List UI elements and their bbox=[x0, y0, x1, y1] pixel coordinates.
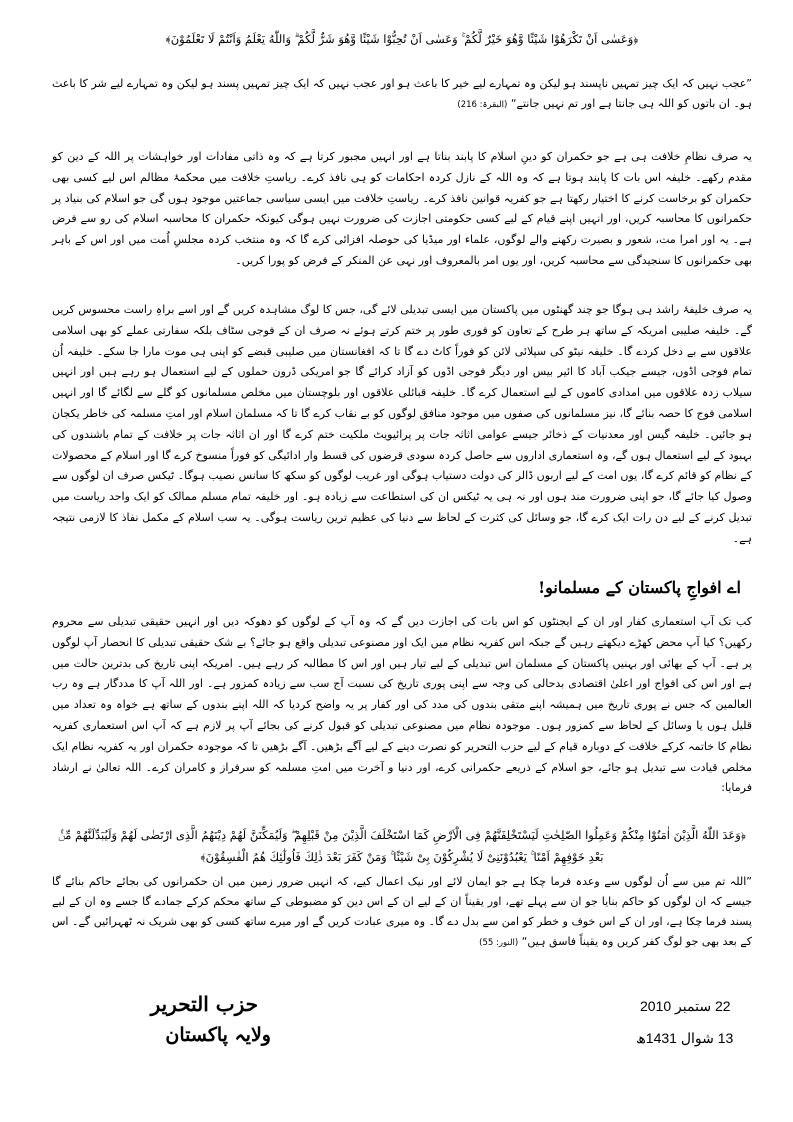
date-gregorian: 22 ستمبر 2010 bbox=[640, 998, 731, 1014]
wilayah-name: ولایہ پاکستان bbox=[165, 1024, 271, 1046]
quran-verse-bottom-text: ﴿وَعَدَ اللّٰهُ الَّذِيْنَ اٰمَنُوْا مِنْكُمْ وَعَمِلُوا الصّٰلِحٰتِ لَيَسْتَخْلِفَنَّهُمْ فِى الْاَرْضِ كَمَا اسْتَخْلَفَ الَّذِيْنَ مِنْ قَبْلِهِمْ ۖ وَلَيُمَكِّنَنَّ لَهُمْ دِيْنَهُمُ الَّذِى ارْتَضٰى لَهُمْ وَلَيُبَدِّلَنَّهُمْ مِّنْۢ بَعْدِ خَوْفِهِمْ اَمْنًا ۚ يَعْبُدُوْنَنِىْ لَا يُشْرِكُوْنَ بِىْ شَيْئًا ۚ وَمَنْ كَفَرَ بَعْدَ ذٰلِكَ فَاُولٰٓئِكَ هُمُ الْفٰسِقُوْنَ﴾ bbox=[58, 828, 746, 864]
quran-verse-top bbox=[52, 28, 752, 72]
verse-reference-bottom: (النور: 55) bbox=[479, 938, 519, 948]
verse-translation-top bbox=[52, 74, 752, 134]
paragraph-appeal-armed-forces: کب تک آپ استعماری کفار اور ان کے ایجنٹوں کو اس بات کی اجازت دیں گے کہ وہ آپ کے لوگوں کو دھوکہ دیں اور انہیں حقیقی تبدیلی سے محروم رکھیں؟ کیا آپ محض کھڑے دیکھتے رہیں گے جبکہ اس کفریہ نظام میں ایک اور مصنوعی تبدیلی واقع ہو جائے؟ بے شک حقیقی تبدیلی کا انحصار آپ لوگوں پر ہے۔ آپ کے بھائی اور بہنیں پاکستان کے مسلمان اس تبدیلی کے لیے تیار ہیں اور اس کا مطالبہ کر رہے ہیں۔ امریکہ اپنی تاریخ کی بدترین حالت میں ہے اور اس کی افواج اور اعلیٰ اقتصادی بدحالی کی وجہ سے اپنی پوری تاریخ کی نسبت آج سب سے زیادہ کمزور ہے۔ اور اللہ آپ کا مددگار ہے وہ رب العالمین کہ جس نے پوری تاریخ میں ہمیشہ اپنے متقی بندوں کی مدد کی اور کفار پر یہ واضح کردیا کہ اللہ اپنے بندوں کے ساتھ ہے خواہ وہ تعداد میں قلیل ہوں یا وسائل کے لحاظ سے کمزور ہوں۔ موجودہ نظام میں مصنوعی تبدیلی کو قبول کرنے کی بجائے آپ پر لازم ہے کہ آپ اس استعماری کفریہ نظام کا خاتمہ کرکے خلافت کے دوبارہ قیام کے لیے حزب التحریر کو نصرت دینے کے لیے آگے بڑھیں۔ آگے بڑھیں تا کہ موجودہ حکمران اور یہ کفریہ نظام ایک مخلص قیادت سے تبدیل ہو جائے، جو اسلام کے ذریعے حکمرانی کرے، اور دنیا و آخرت میں امتِ مسلمہ کو سرفراز و کامران کرے۔ اللہ تعالیٰ نے ارشاد فرمایا: bbox=[52, 615, 752, 795]
verse-translation-top-text: ”عجب نہیں کہ ایک چیز تمہیں ناپسند ہو لیکن وہ تمہارے لیے خیر کا باعث ہو اور عجب نہیں کہ ایک چیز تمہیں پسند ہو لیکن وہ تمہارے لیے شر کا باعث ہو۔ ان باتوں کو اللہ ہی جانتا ہے اور تم نہیں جانتے“ bbox=[52, 77, 752, 110]
party-name: حزب التحرير bbox=[150, 992, 258, 1016]
paragraph-khalifa-change: یہ صرف خلیفۂ راشد ہی ہوگا جو چند گھنٹوں میں پاکستان میں ایسی تبدیلی لائے گی، جس کا لوگ مشاہدہ کریں گے اور اسے براہِ راست محسوس کریں گے۔ خلیفہ صلیبی امریکہ کے ساتھ ہر طرح کے تعاون کو فوری طور پر ختم کرتے ہوئے نہ صرف ان کے فوجی سٹاف بلکہ سفارتی عملے کو بھی اسلامی علاقوں سے بے دخل کردے گا۔ خلیفہ نیٹو کی سپلائی لائن کو فوراً کاٹ دے گا تا کہ افغانستان میں صلیبی قبضے کو اپنی ہی موت مارا جا سکے۔ خلیفہ اُن تمام فوجی اڈوں، جیسے جیکب آباد کا ائیر بیس اور دیگر فوجی اڈوں کو آزاد کرائے گا جو امریکی ڈرون حملوں کے لیے استعمال ہو رہے ہیں اور انہیں سیلاب زدہ علاقوں میں امدادی کاموں کے لیے استعمال کرے گا۔ خلیفہ قبائلی علاقوں اور بلوچستان میں مخلص مسلمانوں کو گلے سے لگائے گا اور انہیں اسلامی فوج کا حصہ بنائے گا، نیز مسلمانوں کی صفوں میں موجود منافق لوگوں کو بے نقاب کرے گا تا کہ مسلمان اسلام اور امتِ مسلمہ کی خاطر یکجان ہو جائیں۔ خلیفہ گیس اور معدنیات کے ذخائر جیسے عوامی اثاثہ جات پر پرائیویٹ ملکیت ختم کرے گا اور ان اثاثہ جات پر خلافت کے تمام باشندوں کی بہبود کے لیے استعمال ہوں گے، وہ استعماری اداروں سے حاصل کردہ سودی قرضوں کی قسط وار ادائیگی کو فوراً منسوخ کرے گا اور اسلام کے محصولات کے نظام کو قائم کرے گا، یوں امت کے لیے اربوں ڈالر کی دولت دستیاب ہوگی اور غریب لوگوں کو سکھ کا سانس نصیب ہوگا۔ ٹیکس صرف ان لوگوں سے وصول کیا جائے گا، جو اپنی ضرورت مند ہوں اور نہ ہی یہ ٹیکس ان کی استطاعت سے زیادہ ہو۔ اور خلیفہ تمام مسلم ممالک کو ایک واحد ریاست میں تبدیل کرنے کے لیے دن رات ایک کرے گا، جو وسائل کی کثرت کے لحاظ سے دنیا کی عظیم ترین ریاست ہوگی۔ یہ سب اسلام کے مکمل نفاذ کا لازمی نتیجہ ہے۔ bbox=[52, 303, 752, 545]
quran-verse-top-text: ﴿وَعَسٰى اَنْ تَكْرَهُوْا شَيْئًا وَّهُوَ خَيْرٌ لَّكُمْ ۚ وَعَسٰى اَنْ تُحِبُّوْا شَيْئًا وَّهُوَ شَرٌّ لَّكُمْ ۗ وَاللّٰهُ يَعْلَمُ وَاَنْتُمْ لَا تَعْلَمُوْنَ﴾ bbox=[165, 32, 639, 46]
date-hijri: 13 شوال 1431ھ bbox=[636, 1030, 734, 1046]
verse-reference-top: (البقرۃ: 216) bbox=[457, 100, 508, 110]
verse-translation-bottom bbox=[52, 872, 752, 948]
section-heading: اے افواجِ پاکستان کے مسلمانو! bbox=[538, 578, 741, 597]
quran-verse-bottom bbox=[52, 824, 752, 870]
verse-translation-bottom-text: ”اللہ تم میں سے اُن لوگوں سے وعدہ فرما چکا ہے جو ایمان لائے اور نیک اعمال کیے، کہ انہیں ضرور زمین میں ان حکمرانوں کی بجائے حاکم بنائے گا جیسے کہ ان لوگوں کو حاکم بنایا جو ان سے پہلے تھے، اور یقیناً ان کے لیے ان کے اس دین کو مضبوطی کے ساتھ محکم کرکے جمادے گا جسے وہ ان کے لیے پسند فرما چکا ہے، اور ان کے اس خوف و خطر کو امن سے بدل دے گا۔ وہ میری عبادت کریں گے اور میرے ساتھ کسی کو بھی شریک نہ ٹھہرائیں گے۔ اس کے بعد بھی جو لوگ کفر کریں وہ یقیناً فاسق ہیں“ bbox=[52, 875, 752, 948]
paragraph-khilafah-system: یہ صرف نظامِ خلافت ہی ہے جو حکمران کو دینِ اسلام کا پابند بناتا ہے اور انہیں مجبور کرتا ہے کہ وہ ذاتی مفادات اور خواہشات پر اللہ کے دین کو مقدم رکھے۔ خلیفہ اس بات کا پابند ہوتا ہے کہ وہ اللہ کے نازل کردہ احکامات کو ہی نافذ کرے۔ ریاستِ خلافت میں محکمۂ مظالم اس لیے کسی بھی حکمران کو برخاست کرنے کا اختیار رکھتا ہے جو کفریہ قوانین نافذ کرے۔ ریاستِ خلافت میں ایسی سیاسی جماعتیں موجود ہوں گی جو اسلام کی بنیاد پر حکمرانوں کا محاسبہ کریں، اور انہیں اپنے قیام کے لیے کسی حکومتی اجازت کی ضرورت نہیں ہوگی کیونکہ حکمران کا محاسبہ اسلام کی رو سے فرض ہے۔ یہ اور امرا مت، شعور و بصیرت رکھنے والے لوگوں، علماء اور میڈیا کی حوصلہ افزائی کرے گا کہ وہ منتخب کردہ مجلسِ اُمت میں اور اس کے باہر بھی حکمرانوں کا سنجیدگی سے محاسبہ کریں، اور یوں امر بالمعروف اور نہی عن المنکر کے فرض کو پورا کریں۔ bbox=[52, 150, 752, 267]
